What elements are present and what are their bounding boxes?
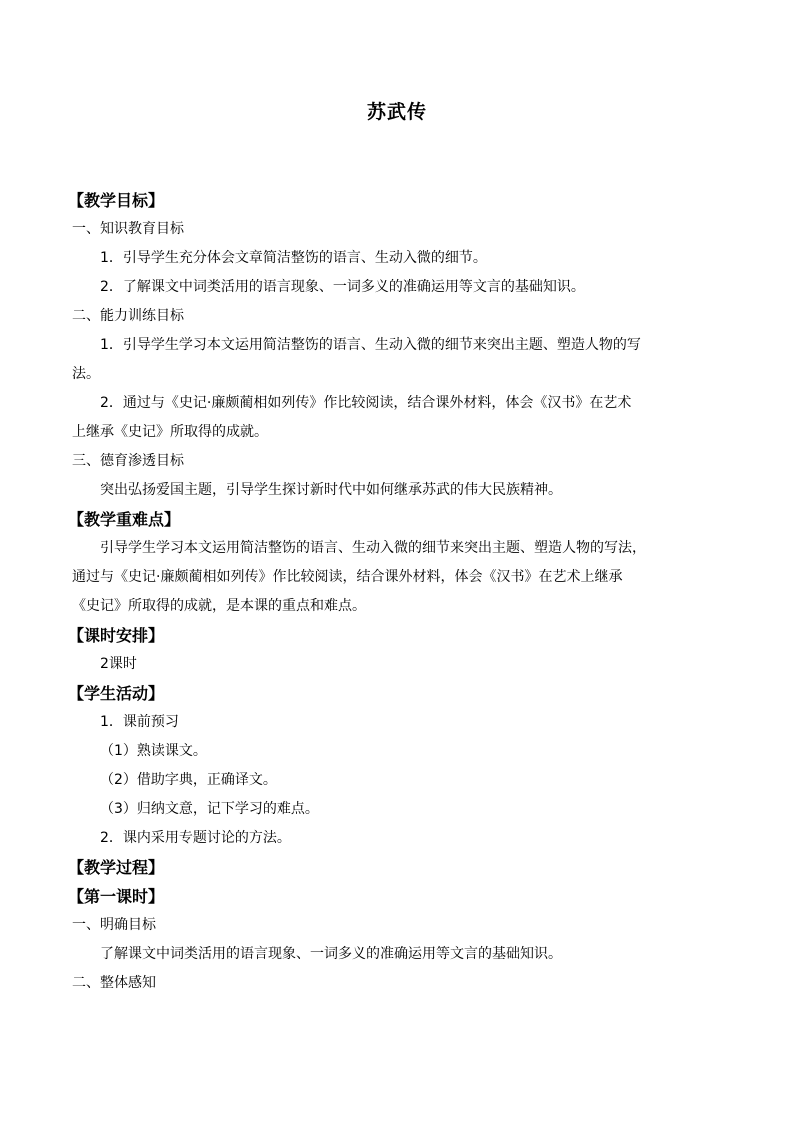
activity-subitem: （1）熟读课文。 [100, 743, 207, 759]
schedule-heading: 【课时安排】 [68, 626, 165, 645]
knowledge-goal-item: 2．了解课文中词类活用的语言现象、一词多义的准确运用等文言的基础知识。 [100, 279, 585, 295]
clarify-goals-title: 一、明确目标 [72, 917, 156, 933]
key-points-heading: 【教学重难点】 [68, 510, 181, 529]
first-lesson-heading: 【第一课时】 [68, 887, 165, 906]
activity-item: 1．课前预习 [100, 714, 179, 730]
key-points-text: 《史记》所取得的成就，是本课的重点和难点。 [72, 598, 366, 614]
moral-goals-title: 三、德育渗透目标 [72, 453, 184, 469]
activity-subitem: （2）借助字典，正确译文。 [100, 772, 277, 788]
knowledge-goals-title: 一、知识教育目标 [72, 221, 184, 237]
ability-goal-item: 2．通过与《史记·廉颇蔺相如列传》作比较阅读，结合课外材料，体会《汉书》在艺术 [100, 395, 632, 411]
document-title: 苏武传 [366, 101, 427, 123]
document-body [68, 186, 732, 998]
key-points-text: 通过与《史记·廉颇蔺相如列传》作比较阅读，结合课外材料，体会《汉书》在艺术上继承 [72, 569, 623, 585]
activity-item: 2．课内采用专题讨论的方法。 [100, 830, 291, 846]
activity-subitem: （3）归纳文意，记下学习的难点。 [100, 801, 319, 817]
schedule-value: 2课时 [100, 656, 137, 672]
moral-goal-item: 突出弘扬爱国主题，引导学生探讨新时代中如何继承苏武的伟大民族精神。 [100, 482, 562, 498]
ability-goal-item-continued: 上继承《史记》所取得的成就。 [72, 424, 268, 440]
ability-goals-title: 二、能力训练目标 [72, 308, 184, 324]
ability-goal-item: 1．引导学生学习本文运用简洁整饬的语言、生动入微的细节来突出主题、塑造人物的写 [100, 337, 641, 353]
knowledge-goal-item: 1．引导学生充分体会文章简洁整饬的语言、生动入微的细节。 [100, 250, 487, 266]
key-points-text: 引导学生学习本文运用简洁整饬的语言、生动入微的细节来突出主题、塑造人物的写法， [100, 540, 646, 556]
ability-goal-item-continued: 法。 [72, 366, 100, 382]
student-activities-heading: 【学生活动】 [68, 684, 165, 703]
teaching-process-heading: 【教学过程】 [68, 858, 165, 877]
overall-perception-title: 二、整体感知 [72, 975, 156, 991]
clarify-goals-text: 了解课文中词类活用的语言现象、一词多义的准确运用等文言的基础知识。 [100, 946, 562, 962]
teaching-goals-heading: 【教学目标】 [68, 191, 165, 210]
